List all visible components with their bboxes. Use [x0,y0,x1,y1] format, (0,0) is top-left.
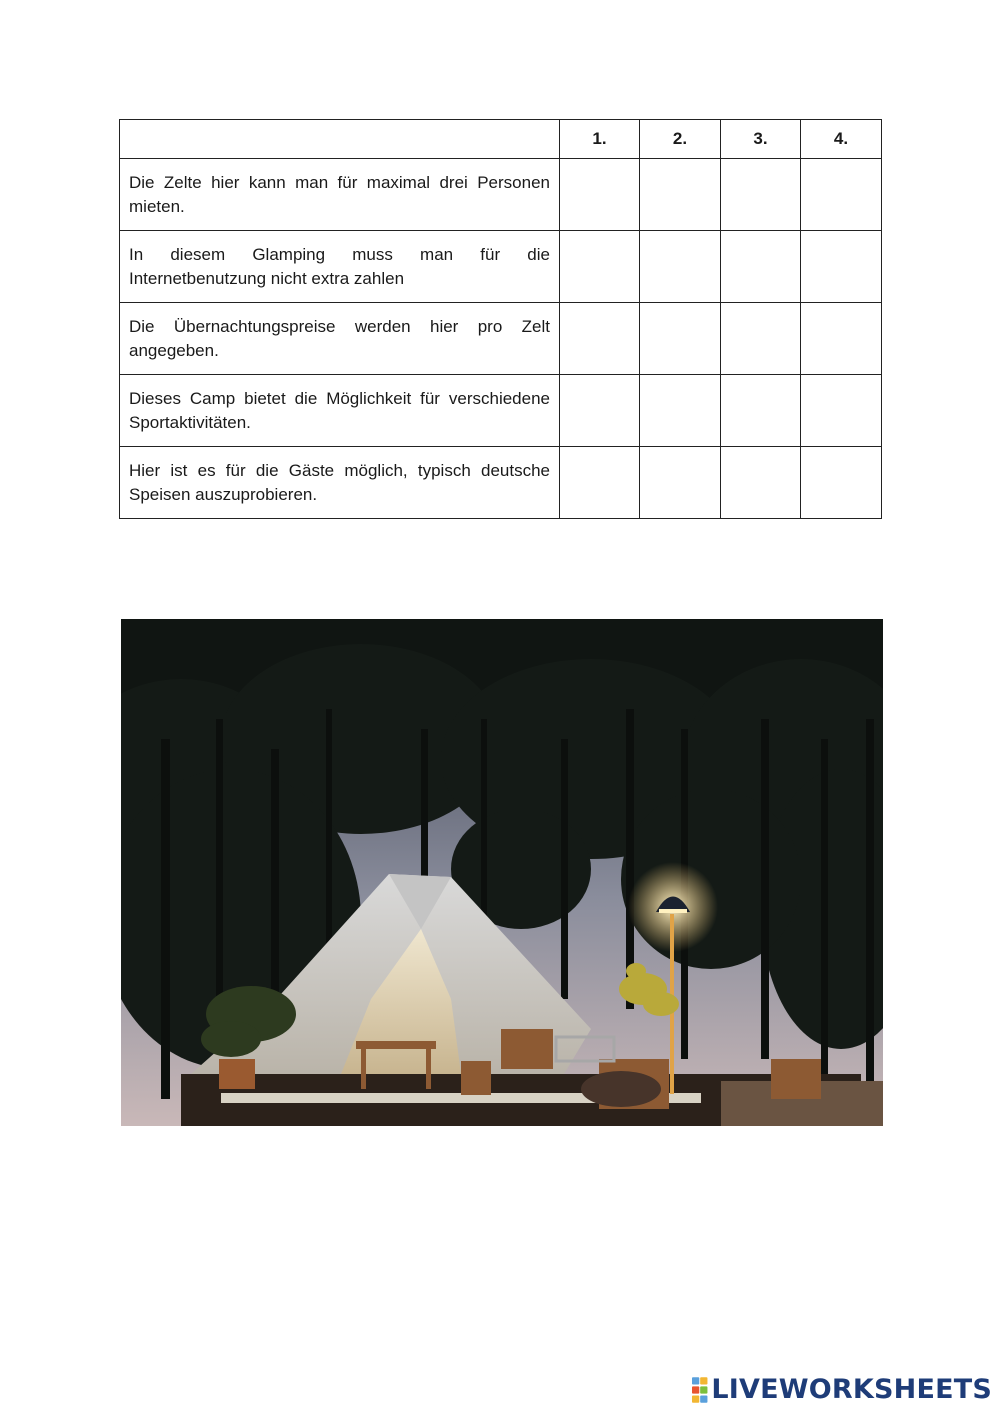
answer-cell-text-4[interactable] [801,159,882,231]
table-row [120,231,882,303]
answer-cell-text-3[interactable] [721,447,801,519]
answer-cell-text-3[interactable] [721,159,801,231]
answer-cell-text-4[interactable] [801,447,882,519]
header-text-2: 2. [640,120,721,159]
statement-cell: Die Übernachtungspreise werden hier pro Zelt angegeben. [120,303,560,375]
answer-cell-text-1[interactable] [560,375,640,447]
answer-cell-text-2[interactable] [640,447,721,519]
liveworksheets-logo-icon [692,1376,708,1404]
answer-cell-text-3[interactable] [721,231,801,303]
answer-cell-text-3[interactable] [721,375,801,447]
header-text-1: 1. [560,120,640,159]
answer-cell-text-4[interactable] [801,303,882,375]
table-header-row [120,120,882,159]
answer-cell-text-1[interactable] [560,159,640,231]
statement-cell: Hier ist es für die Gäste möglich, typisch deutsche Speisen auszuprobieren. [120,447,560,519]
answer-cell-text-2[interactable] [640,375,721,447]
matching-table [119,119,882,519]
answer-cell-text-3[interactable] [721,303,801,375]
table-row [120,375,882,447]
liveworksheets-logo [692,1374,992,1406]
answer-cell-text-2[interactable] [640,303,721,375]
table-row [120,447,882,519]
answer-cell-text-1[interactable] [560,303,640,375]
answer-cell-text-2[interactable] [640,231,721,303]
header-statement-cell [120,120,560,159]
statement-cell: Dieses Camp bietet die Möglichkeit für verschiedene Sportaktivitäten. [120,375,560,447]
glamping-tent-photo [121,619,883,1126]
answer-cell-text-4[interactable] [801,231,882,303]
statement-cell: Die Zelte hier kann man für maximal drei Personen mieten. [120,159,560,231]
statement-cell: In diesem Glamping muss man für die Internetbenutzung nicht extra zahlen [120,231,560,303]
answer-cell-text-4[interactable] [801,375,882,447]
answer-cell-text-1[interactable] [560,447,640,519]
header-text-3: 3. [721,120,801,159]
table-row [120,303,882,375]
brand-text: LIVEWORKSHEETS [711,1374,992,1405]
header-text-4: 4. [801,120,882,159]
answer-cell-text-2[interactable] [640,159,721,231]
table-row [120,159,882,231]
answer-cell-text-1[interactable] [560,231,640,303]
